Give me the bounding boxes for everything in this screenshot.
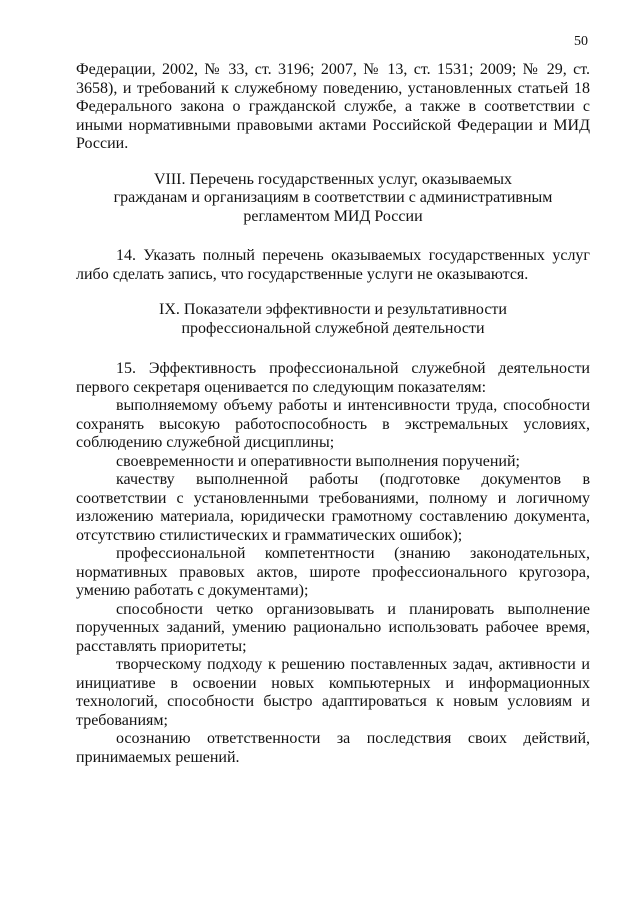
section-8-heading xyxy=(76,171,590,227)
section-8-heading-line: гражданам и организациям в соответствии с административным xyxy=(113,189,553,206)
page-content xyxy=(76,61,590,767)
criteria-item: осознанию ответственности за последствия своих действий, принимаемых решений. xyxy=(76,730,590,766)
section-9-heading-line: IX. Показатели эффективности и результативности xyxy=(159,301,507,318)
criteria-item: творческому подходу к решению поставленных задач, активности и инициативе в освоении новых компьютерных и информационных технологий, способности быстро адаптироваться к новым условиям и требованиям; xyxy=(76,656,590,729)
intro-paragraph: Федерации, 2002, № 33, ст. 3196; 2007, № 13, ст. 1531; 2009; № 29, ст. 3658), и требований к служебному поведению, установленных статьей 18 Федерального закона о гражданской службе, а также в соответствии с иными нормативными правовыми актами Российской Федерации и МИД России. xyxy=(76,61,590,152)
section-9-heading-line: профессиональной служебной деятельности xyxy=(181,319,485,337)
section-9-heading xyxy=(76,301,590,338)
paragraph-14: 14. Указать полный перечень оказываемых государственных услуг либо сделать запись, что государственные услуги не оказываются. xyxy=(76,247,590,283)
criteria-item: профессиональной компетентности (знанию законодательных, нормативных правовых актов, широте профессионального кругозора, умению работать с документами); xyxy=(76,545,590,599)
paragraph-15: 15. Эффективность профессиональной служебной деятельности первого секретаря оценивается по следующим показателям: xyxy=(76,360,590,396)
section-8-heading-line: VIII. Перечень государственных услуг, оказываемых xyxy=(153,170,513,188)
criteria-item: способности четко организовывать и планировать выполнение порученных заданий, умению рационально использовать рабочее время, расставлять приоритеты; xyxy=(76,600,590,655)
section-8-heading-line: регламентом МИД России xyxy=(243,207,423,225)
criteria-item: своевременности и оперативности выполнения поручений; xyxy=(116,452,520,470)
criteria-item: качеству выполненной работы (подготовке документов в соответствии с установленными требованиями, полному и логичному изложению материала, юридически грамотному составлению документа, отсутствию стилистических и грамматических ошибок); xyxy=(76,471,590,544)
page-number: 50 xyxy=(574,34,588,49)
criteria-item: выполняемому объему работы и интенсивности труда, способности сохранять высокую работоспособность в экстремальных условиях, соблюдению служебной дисциплины; xyxy=(76,397,590,451)
